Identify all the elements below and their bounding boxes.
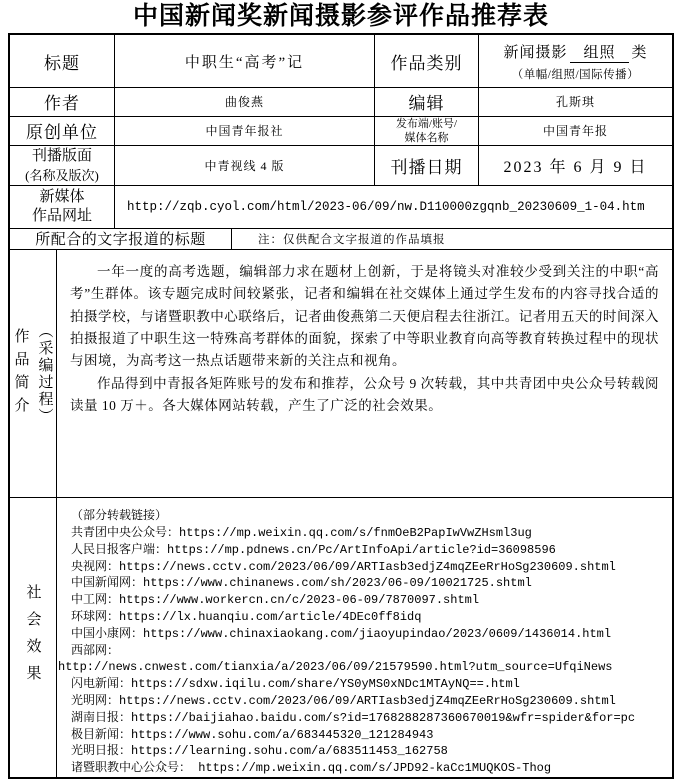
title-value: 中职生“高考”记 (115, 35, 375, 87)
transfer-link-line: 中工网：https://www.workercn.cn/c/2023-06-09/7870097.shtml (71, 593, 480, 608)
row-layout-date (10, 146, 672, 186)
url-label (10, 186, 115, 227)
media-label-line2: 媒体名称 (404, 131, 449, 144)
transfer-link-line: 中国小康网：https://www.chinaxiaokang.com/jiaoyupindao/2023/0609/1436014.html (71, 626, 612, 641)
intro-paragraph: 作品得到中青报各矩阵账号的发布和推荐，公众号 9 次转载，其中共青团中央公众号转载阅读量 10 万＋。各大媒体网站转载，产生了广泛的社会效果。 (70, 375, 659, 414)
intro-label-paren: （采编过程） (36, 322, 53, 425)
row-new-media-url (10, 186, 672, 228)
layout-label-line2: (名称及版次) (25, 167, 99, 183)
text-report-note: 注：仅供配合文字报道的作品填报 (258, 233, 446, 246)
effect-links (57, 498, 672, 777)
intro-content-cell (57, 250, 672, 497)
row-social-effect (10, 498, 672, 777)
media-value: 中国青年报 (542, 124, 608, 139)
category-prefix: 新闻摄影 (503, 44, 568, 61)
row-text-report-title (10, 229, 672, 250)
layout-label (10, 146, 115, 185)
date-value: 2023 年 6 月 9 日 (503, 159, 648, 177)
transfer-link-line: 光明日报：https://learning.sohu.com/a/683511453_162758 (71, 744, 448, 759)
effect-content-cell (57, 498, 672, 777)
title-label: 标题 (10, 35, 115, 87)
transfer-link-line: 光明网：https://news.cctv.com/2023/06/09/ARTIasb3edjZ4mqZEeRrHoSg230609.shtml (71, 694, 616, 709)
category-selected-value: 组照 (570, 41, 628, 63)
layout-value: 中青视线 4 版 (115, 146, 375, 185)
intro-label-main: 作品简介 (12, 327, 29, 420)
editor-label: 编辑 (375, 88, 479, 116)
media-label (375, 117, 479, 145)
effect-label: 社会效果 (24, 583, 41, 692)
intro-paragraph: 一年一度的高考选题，编辑部力求在题材上创新，于是将镜头对准较少受到关注的中职“高考”生群体。该专题完成时间较紧张，记者和编辑在社交媒体上通过学生发布的内容寻找合适的拍摄学校，与诸暨职教中心联络后，记者曲俊燕第二天便启程去往浙江。记者用五天的时间深入拍摄报道了中职生这一特殊高考群体的面貌，探索了中等职业教育向高等教育转换过程中的现状与困境，为高考这一热点话题带来新的关注点和视角。 (70, 263, 659, 369)
transfer-link-line: 央视网：https://news.cctv.com/2023/06/09/ARTIasb3edjZ4mqZEeRrHoSg230609.shtml (71, 559, 616, 574)
row-intro (10, 250, 672, 498)
transfer-link-line: 人民日报客户端：https://mp.pdnews.cn/Pc/ArtInfoApi/article?id=36098596 (71, 542, 556, 557)
org-value: 中国青年报社 (115, 117, 375, 145)
transfer-link-line: 共青团中央公众号：https://mp.weixin.qq.com/s/fnmOeB2PapIwVwZHsml3ug (71, 526, 532, 541)
transfer-link-line: 极目新闻：https://www.sohu.com/a/683445320_121284943 (71, 727, 434, 742)
effect-label-cell (10, 498, 57, 777)
transfer-link-line: 诸暨职教中心公众号： https://mp.weixin.qq.com/s/JPD92-kaCc1MUQKOS-Thog (71, 761, 552, 776)
url-label-line2: 作品网址 (31, 208, 92, 225)
row-title-category (10, 35, 672, 88)
author-value: 曲俊燕 (115, 88, 375, 116)
page-title: 中国新闻奖新闻摄影参评作品推荐表 (132, 2, 549, 30)
transfer-link-line: 西部网： (71, 643, 120, 658)
row-author-editor (10, 88, 672, 117)
category-line (503, 41, 647, 63)
intro-paragraphs (57, 250, 672, 418)
text-report-label: 所配合的文字报道的标题 (10, 229, 232, 249)
category-label: 作品类别 (375, 35, 479, 87)
author-label: 作者 (10, 88, 115, 116)
category-suffix: 类 (631, 44, 648, 61)
media-label-line1: 发布端/账号/ (395, 117, 458, 130)
org-label: 原创单位 (10, 117, 115, 145)
transfer-link-line: 闪电新闻：https://sdxw.iqilu.com/share/YS0yMS0xNDc1MTAyNQ==.html (71, 677, 520, 692)
intro-label (10, 250, 57, 497)
transfer-link-line: 湖南日报：https://baijiahao.baidu.com/s?id=1768288287360670019&wfr=spider&for=pc (71, 710, 636, 725)
editor-value: 孔斯琪 (555, 95, 595, 110)
category-options-note: （单幅/组照/国际传播） (511, 68, 640, 81)
transfer-link-line: http://news.cnwest.com/tianxia/a/2023/06/09/21579590.html?utm_source=UfqiNews (58, 660, 613, 675)
form-table (8, 33, 674, 779)
url-value: http://zqb.cyol.com/html/2023-06/09/nw.D110000zgqnb_20230609_1-04.htm (127, 200, 645, 215)
transfer-link-line: 环球网：https://lx.huanqiu.com/article/4DEc0ff8idq (71, 610, 422, 625)
url-label-line1: 新媒体 (39, 189, 85, 206)
category-value-cell (479, 35, 672, 87)
row-org-media (10, 117, 672, 146)
transfer-link-line: 中国新闻网：https://www.chinanews.com/sh/2023/06-09/10021725.shtml (71, 576, 532, 591)
date-label: 刊播日期 (375, 146, 479, 185)
layout-label-line1: 刊播版面 (31, 147, 92, 164)
transfer-link-line: （部分转载链接） (71, 509, 168, 524)
